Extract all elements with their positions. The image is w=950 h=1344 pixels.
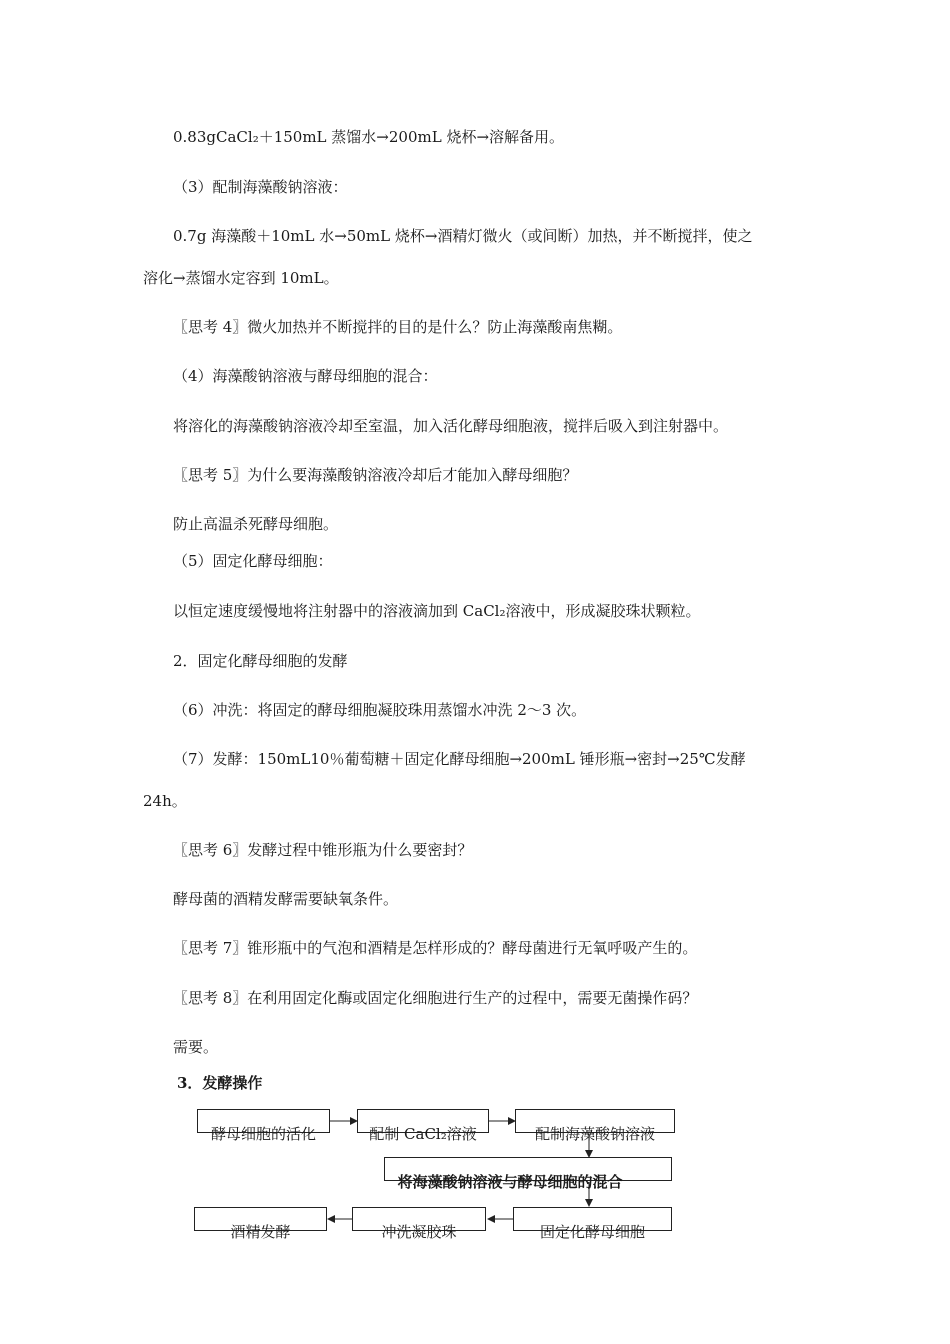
- answer-5: 防止高温杀死酵母细胞。: [173, 515, 339, 533]
- flow-label-alginate-solution: 配制海藻酸钠溶液: [534, 1125, 655, 1143]
- think-question-5: 〖思考 5〗为什么要海藻酸钠溶液冷却后才能加入酵母细胞？: [173, 466, 578, 484]
- flow-label-immobilize: 固定化酵母细胞: [539, 1223, 645, 1241]
- think-question-6: 〖思考 6〗发酵过程中锥形瓶为什么要密封？: [173, 841, 473, 859]
- flow-label-mixing: 将海藻酸钠溶液与酵母细胞的混合: [397, 1173, 623, 1191]
- paragraph-mixing: 将溶化的海藻酸钠溶液冷却至室温，加入活化酵母细胞液，搅拌后吸入到注射器中。: [173, 417, 729, 435]
- heading-step-5: （5）固定化酵母细胞：: [173, 552, 333, 570]
- heading-step-6: （6）冲洗：将固定的酵母细胞凝胶珠用蒸馏水冲洗 2～3 次。: [173, 701, 587, 719]
- paragraph-fermentation-line2: 24h。: [143, 792, 187, 810]
- think-question-8: 〖思考 8〗在利用固定化酶或固定化细胞进行生产的过程中，需要无菌操作码？: [173, 989, 698, 1007]
- section-2-heading: 2．固定化酵母细胞的发酵: [173, 652, 348, 670]
- flow-label-rinse-beads: 冲洗凝胶珠: [381, 1223, 457, 1241]
- heading-step-3: （3）配制海藻酸钠溶液：: [173, 178, 348, 196]
- flow-label-yeast-activation: 酵母细胞的活化: [210, 1125, 316, 1143]
- think-question-4: 〖思考 4〗微火加热并不断搅拌的目的是什么？防止海藻酸南焦糊。: [173, 318, 623, 336]
- paragraph-alginate-prep-line2: 溶化→蒸馏水定容到 10mL。: [143, 269, 339, 287]
- paragraph-immobilization: 以恒定速度缓慢地将注射器中的溶液滴加到 CaCl₂溶液中，形成凝胶珠状颗粒。: [173, 602, 701, 620]
- flow-label-alcohol-fermentation: 酒精发酵: [230, 1223, 291, 1241]
- paragraph-alginate-prep-line1: 0.7g 海藻酸＋10mL 水→50mL 烧杯→酒精灯微火（或间断）加热，并不断搅拌，使之: [173, 227, 753, 245]
- answer-8: 需要。: [173, 1038, 219, 1056]
- paragraph-cacl2-prep: 0.83gCaCl₂＋150mL 蒸馏水→200mL 烧杯→溶解备用。: [173, 128, 565, 146]
- think-question-7: 〖思考 7〗锥形瓶中的气泡和酒精是怎样形成的？酵母菌进行无氧呼吸产生的。: [173, 939, 698, 957]
- answer-6: 酵母菌的酒精发酵需要缺氧条件。: [173, 890, 399, 908]
- flow-label-cacl2-solution: 配制 CaCl₂溶液: [369, 1125, 477, 1143]
- heading-step-4: （4）海藻酸钠溶液与酵母细胞的混合：: [173, 367, 438, 385]
- section-3-heading: 3．发酵操作: [177, 1074, 263, 1092]
- paragraph-fermentation-line1: （7）发酵：150mL10％葡萄糖＋固定化酵母细胞→200mL 锤形瓶→密封→25℃发酵: [173, 750, 746, 768]
